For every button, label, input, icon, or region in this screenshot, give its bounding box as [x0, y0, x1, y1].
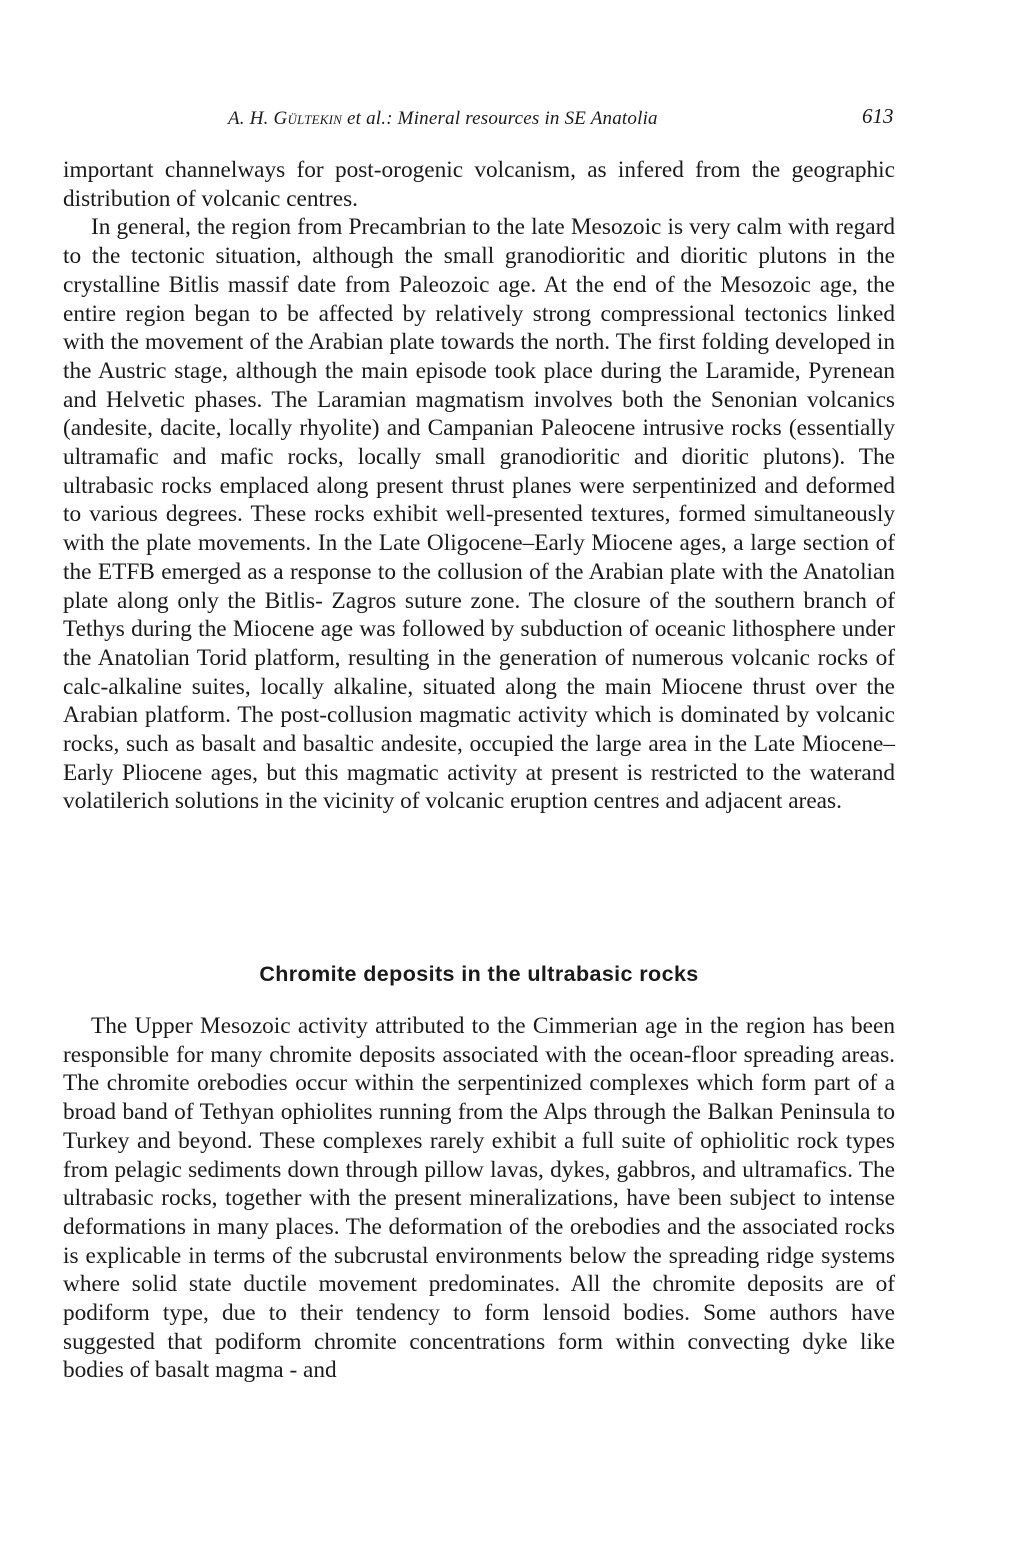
running-head-author-prefix: A. H. [228, 108, 274, 129]
page-number: 613 [862, 104, 894, 128]
body-text [63, 156, 895, 816]
section-heading: Chromite deposits in the ultrabasic rocks [259, 962, 699, 986]
running-head-title: et al.: Mineral resources in SE Anatolia [342, 108, 658, 129]
paragraph-continued: important channelways for post-orogenic volcanism, as infered from the geographic distribution of volcanic centres. [63, 157, 895, 212]
paragraph-tectonics: In general, the region from Precambrian to the late Mesozoic is very calm with regard to the tectonic situation, although the small granodioritic and dioritic plutons in the crystalline Bitlis massif date from Paleozoic age. At the end of the Mesozoic age, the entire region began to be affected by relatively strong compressional tectonics linked with the movement of the Arabian plate towards the north. The first folding developed in the Austric stage, although the main episode took place during the Laramide, Pyrenean and Helvetic phases. The Laramian magmatism involves both the Senonian volcanics (andesite, dacite, locally rhyolite) and Campanian Paleocene intrusive rocks (essentially ultramafic and mafic rocks, locally small granodioritic and dioritic plutons). The ultrabasic rocks emplaced along present thrust planes were serpentinized and deformed to various degrees. These rocks exhibit well-presented textures, formed simultaneously with the plate movements. In the Late Oligocene–Early Miocene ages, a large section of the ETFB emerged as a response to the collusion of the Arabian plate with the Anatolian plate along only the Bitlis- Zagros suture zone. The closure of the southern branch of Tethys during the Miocene age was followed by subduction of oceanic lithosphere under the Anatolian Torid platform, resulting in the generation of numerous volcanic rocks of calc-alkaline suites, locally alkaline, situated along the main Miocene thrust over the Arabian platform. The post-collusion magmatic activity which is dominated by volcanic rocks, such as basalt and basaltic andesite, occupied the large area in the Late Miocene–Early Pliocene ages, but this magmatic activity at present is restricted to the waterand volatilerich solutions in the vicinity of volcanic eruption centres and adjacent areas. [63, 214, 895, 815]
running-head-author-surname: Gültekin [273, 108, 343, 129]
running-head [228, 108, 848, 130]
paragraph-chromite: The Upper Mesozoic activity attributed to the Cimmerian age in the region has been responsible for many chromite deposits associated with the ocean-floor spreading areas. The chromite orebodies occur within the serpentinized complexes which form part of a broad band of Tethyan ophiolites running from the Alps through the Balkan Peninsula to Turkey and beyond. These complexes rarely exhibit a full suite of ophiolitic rock types from pelagic sediments down through pillow lavas, dykes, gabbros, and ultramafics. The ultrabasic rocks, together with the present mineralizations, have been subject to intense deformations in many places. The deformation of the orebodies and the associated rocks is explicable in terms of the subcrustal environments below the spreading ridge systems where solid state ductile movement predominates. All the chromite deposits are of podiform type, due to their tendency to form lensoid bodies. Some authors have suggested that podiform chromite concentrations form within convecting dyke like bodies of basalt magma - and [63, 1013, 895, 1384]
section-text [63, 1012, 895, 1385]
